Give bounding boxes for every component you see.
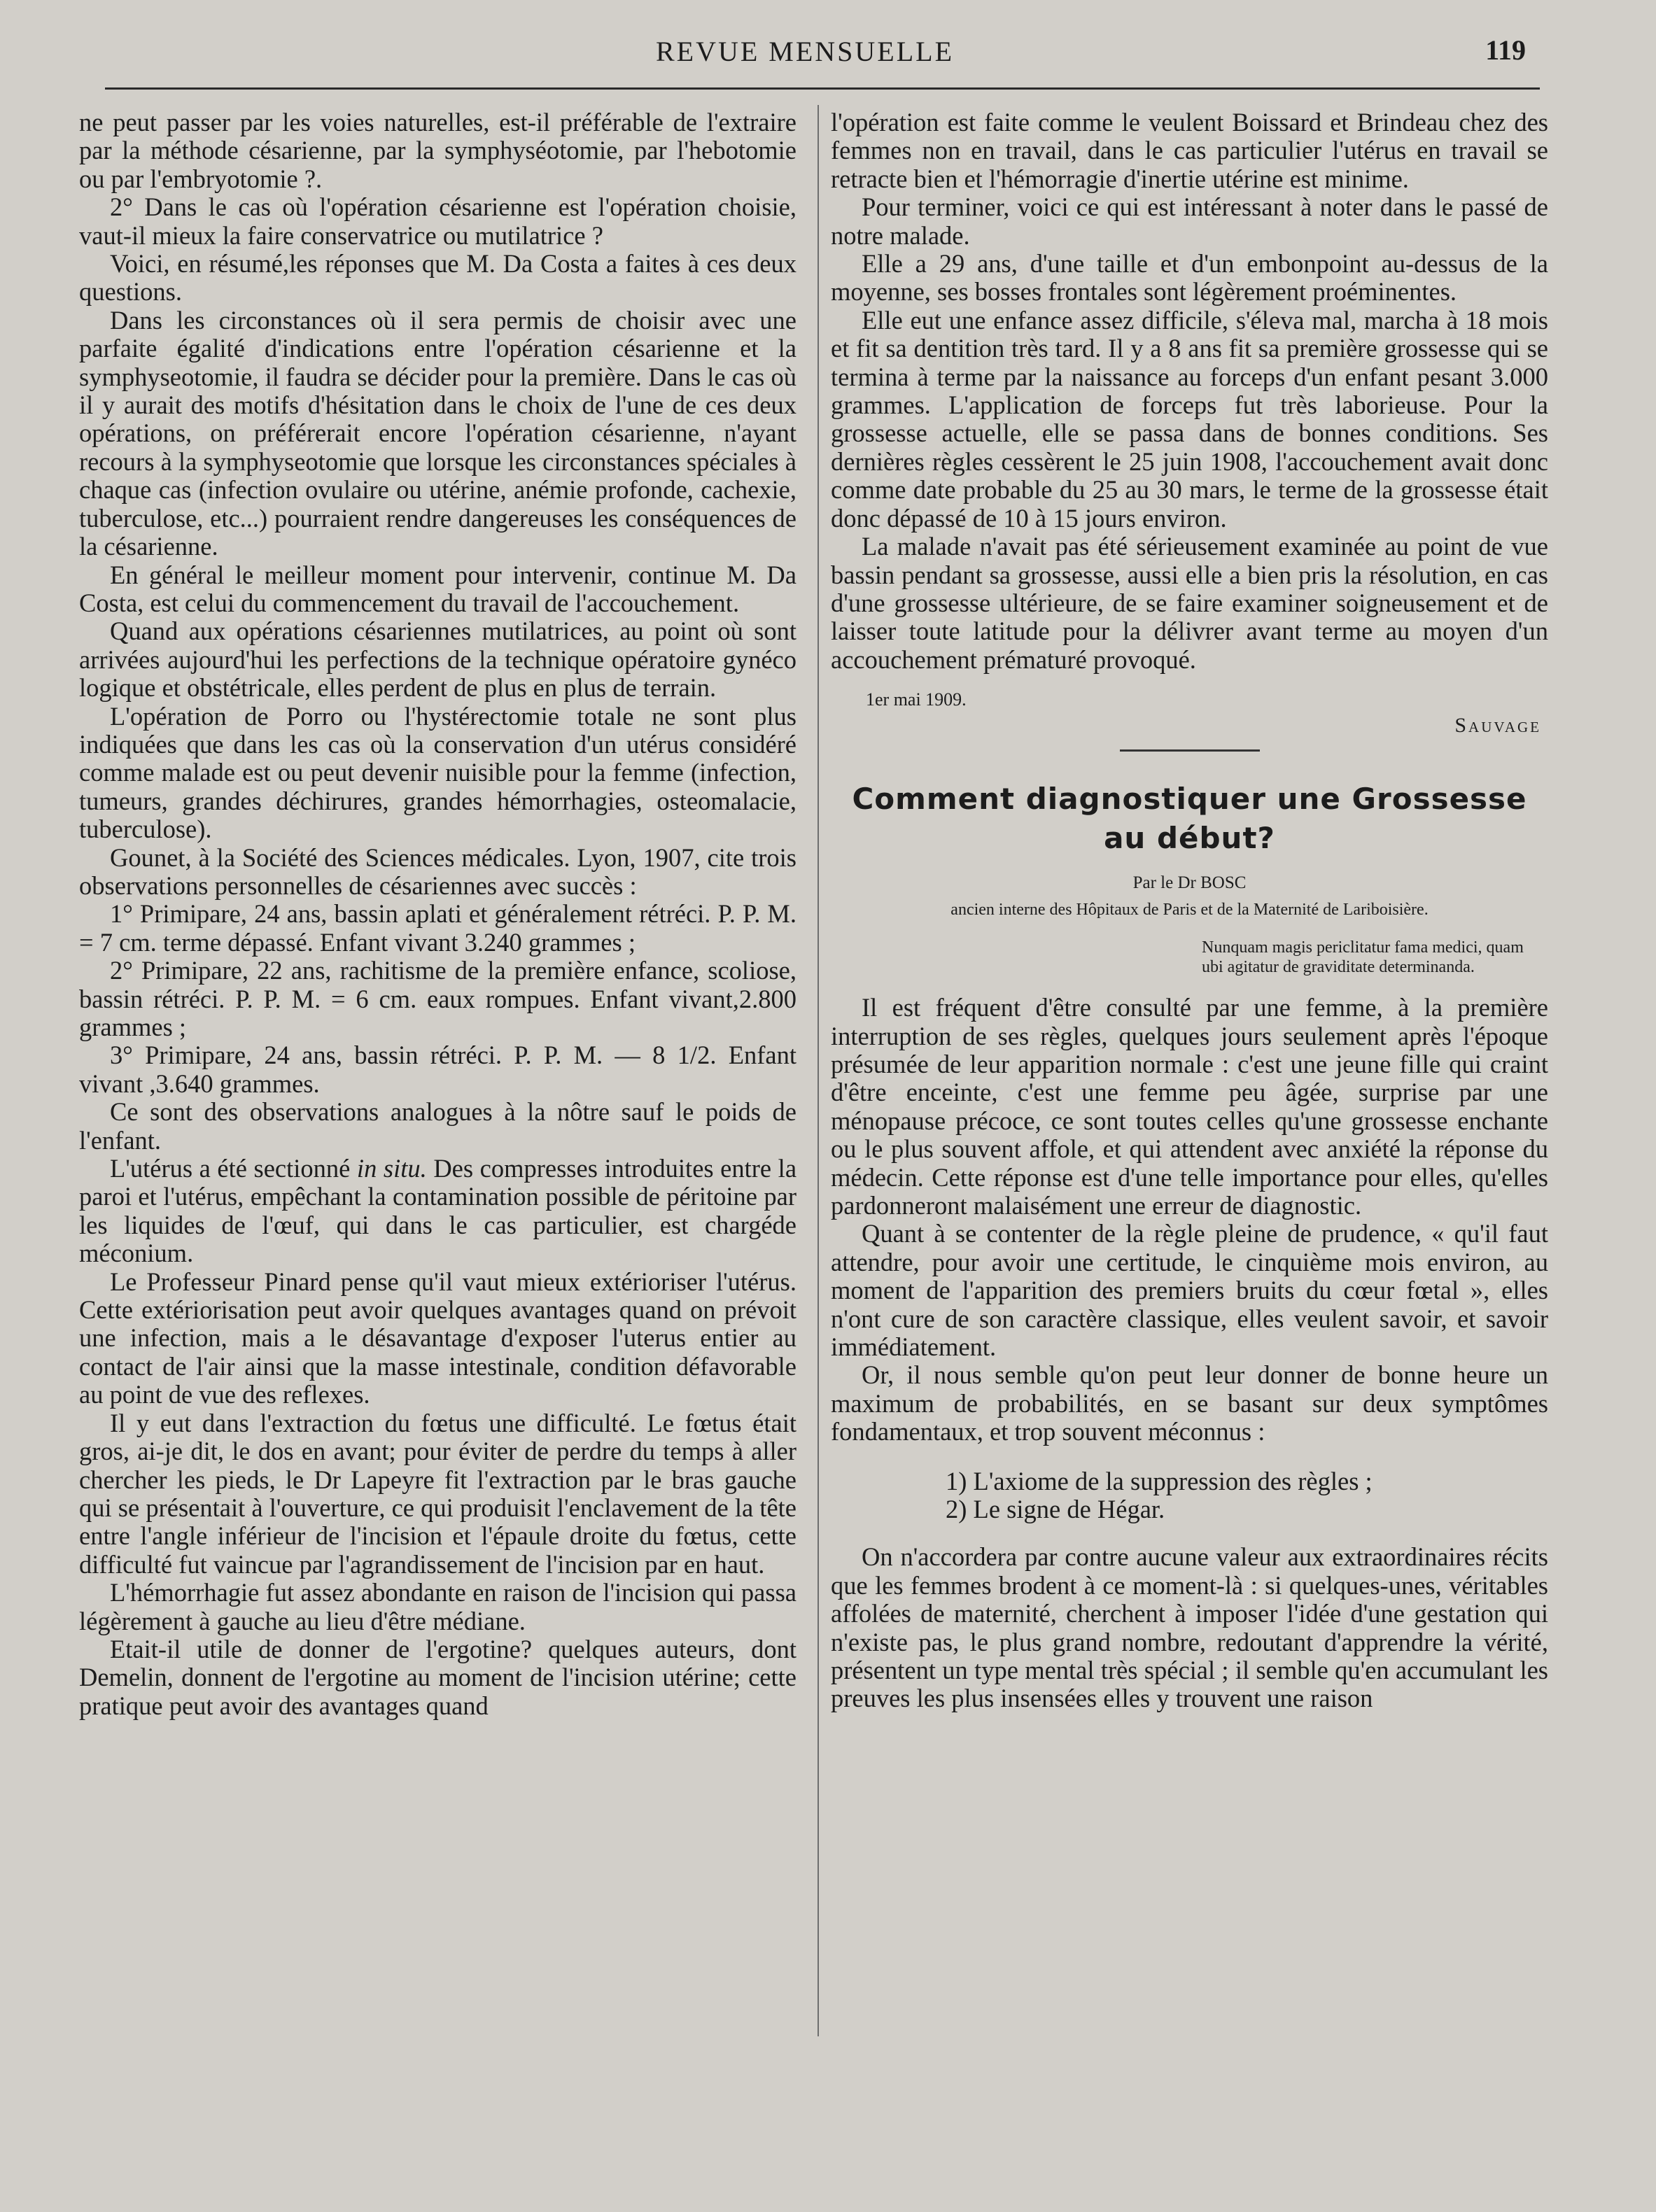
paragraph: l'opération est faite comme le veulent Boissard et Brindeau chez des femmes non en travail, dans le cas particulier l'utérus en travail se retracte bien et l'hémorragie d'inertie utérine est minime. [831, 108, 1548, 193]
paragraph-uterus [79, 1155, 797, 1268]
header-rule [105, 87, 1540, 90]
paragraph: Elle eut une enfance assez difficile, s'éleva mal, marcha à 18 mois et fit sa dentition très tard. Il y a 8 ans fit sa première grossesse qui se termina à terme par la naissance au forceps d'un enfant pesant 3.000 grammes. L'application de forceps fut très laborieuse. Pour la grossesse actuelle, elle se passa dans de bonnes conditions. Ses dernières règles cessèrent le 25 juin 1908, l'accouchement avait donc comme date probable du 25 au 30 mars, le terme de la grossesse était donc dépassé de 10 à 15 jours environ. [831, 305, 1548, 533]
left-column [79, 108, 797, 1720]
article-title-line1: Comment diagnostiquer une Grossesse [852, 782, 1527, 817]
author-credentials: ancien interne des Hôpitaux de Paris et de la Maternité de Lariboisière. [950, 901, 1429, 920]
date-line: 1er mai 1909. [866, 689, 967, 710]
page-header [84, 28, 1526, 77]
paragraph: ne peut passer par les voies naturelles, est-il préférable de l'extraire par la méthode césarienne, par la symphyséotomie, par l'hebotomie ou par l'embryotomie ?. [79, 108, 797, 193]
paragraph: Voici, en résumé,les réponses que M. Da Costa a faites à ces deux questions. [79, 249, 797, 307]
sentence-start: L'utérus a été sectionné [110, 1154, 357, 1183]
paragraph: Gounet, à la Société des Sciences médicales. Lyon, 1907, cite trois observations personnelles de césariennes avec succès : [79, 843, 797, 900]
list-item: 1) L'axiome de la suppression des règles ; [946, 1466, 1373, 1495]
paragraph: Quand aux opérations césariennes mutilatrices, au point où sont arrivées aujourd'hui les perfections de la technique opératoire gynéco logique et obstétricale, elles perdent de plus en plus de terrain. [79, 617, 797, 703]
paragraph: Ce sont des observations analogues à la nôtre sauf le poids de l'enfant. [79, 1097, 797, 1155]
latin-epigraph: Nunquam magis periclitatur fama medici, quam ubi agitatur de graviditate determinanda. [1202, 938, 1524, 977]
paragraph: Quant à se contenter de la règle pleine de prudence, « qu'il faut attendre, pour avoir une certitude, le cinquième mois environ, au moment de l'apparition des premiers bruits du cœur fœtal », elles n'ont cure de son caractère classique, elles veulent savoir, et savoir immédiatement. [831, 1219, 1548, 1361]
paragraph: L'opération de Porro ou l'hystérectomie totale ne sont plus indiquées que dans les cas où la conservation d'un utérus considéré comme malade est ou peut devenir nuisible pour la femme (infection, tumeurs, grandes déchirures, grandes hémorrhagies, osteomalacie, tuberculose). [79, 701, 797, 844]
italic-phrase: in situ. [356, 1154, 427, 1183]
paragraph: On n'accordera par contre aucune valeur aux extraordinaires récits que les femmes brodent à ce moment-là : si quelques-unes, véritables affolées de maternité, cherchent à imposer l'idée d'une gestation qui n'existe pas, le plus grand nombre, redoutant d'apprendre la vérité, présentent un type mental très spécial ; il semble qu'en accumulant les preuves les plus insensées elles y trouvent une raison [831, 1542, 1548, 1713]
paragraph: En général le meilleur moment pour intervenir, continue M. Da Costa, est celui du commencement du travail de l'accouchement. [79, 560, 797, 617]
paragraph: La malade n'avait pas été sérieusement examinée au point de vue bassin pendant sa grossesse, aussi elle a bien pris la résolution, en cas d'une grossesse ultérieure, de se faire examiner soigneusement et de laisser toute latitude pour la délivrer avant terme au moyen d'un accouchement prématuré provoqué. [831, 532, 1548, 674]
paragraph: Etait-il utile de donner de l'ergotine? quelques auteurs, dont Demelin, donnent de l'ergotine au moment de l'incision utérine; cette pratique peut avoir des avantages quand [79, 1634, 797, 1720]
paragraph: Elle a 29 ans, d'une taille et d'un embonpoint au-dessus de la moyenne, ses bosses frontales sont légèrement proéminentes. [831, 249, 1548, 307]
section-separator [1120, 749, 1260, 752]
symptom-list [831, 1467, 1548, 1524]
page-number: 119 [1485, 34, 1526, 66]
observation-item: 3° Primipare, 24 ans, bassin rétréci. P. P. M. — 8 1/2. Enfant vivant ,3.640 grammes. [79, 1041, 797, 1098]
running-title: REVUE MENSUELLE [655, 36, 955, 67]
paragraph: Pour terminer, voici ce qui est intéressant à noter dans le passé de notre malade. [831, 192, 1548, 250]
paragraph: 2° Dans le cas où l'opération césarienne est l'opération choisie, vaut-il mieux la faire conservatrice ou mutilatrice ? [79, 192, 797, 250]
article-title [831, 780, 1548, 858]
paragraph: L'hémorrhagie fut assez abondante en raison de l'incision qui passa légèrement à gauche au lieu d'être médiane. [79, 1578, 797, 1635]
observation-item: 2° Primipare, 22 ans, rachitisme de la première enfance, scoliose, bassin rétréci. P. P. M. = 6 cm. eaux rompues. Enfant vivant,2.800 grammes ; [79, 956, 797, 1041]
list-item: 2) Le signe de Hégar. [946, 1495, 1165, 1524]
paragraph: Il est fréquent d'être consulté par une femme, à la première interruption de ses règles, quelques jours seulement après l'époque présumée de leur apparition normale : c'est une jeune fille qui craint d'être enceinte, c'est une femme peu âgée, surprise par une ménopause précoce, ce sont toutes celles qu'une grossesse enchante ou le plus souvent affole, et qui attendent avec anxiété la réponse du médecin. Cette réponse est d'une telle importance pour elles, qu'elles pardonneront malaisément une erreur de diagnostic. [831, 993, 1548, 1220]
article-byline: Par le Dr BOSC [1132, 873, 1247, 893]
column-divider [818, 105, 819, 2036]
paragraph: Il y eut dans l'extraction du fœtus une difficulté. Le fœtus était gros, ai-je dit, le dos en avant; pour éviter de perdre du temps à aller chercher les pieds, le Dr Lapeyre fit l'extraction par le bras gauche qui se présentait à l'ouverture, ce qui produisit l'enclavement de la tête entre l'angle inférieur de l'incision et l'épaule droite du fœtus, cette difficulté fut vaincue par l'agrandissement de l'incision par en haut. [79, 1408, 797, 1579]
sentence-rest: Des compresses introduites entre la paroi et l'utérus, empêchant la contamination possible de péritoine par les liquides de l'œuf, qui dans le cas particulier, est chargéde méconium. [79, 1154, 797, 1268]
observation-item: 1° Primipare, 24 ans, bassin aplati et généralement rétréci. P. P. M. = 7 cm. terme dépassé. Enfant vivant 3.240 grammes ; [79, 899, 797, 957]
paragraph: Or, il nous semble qu'on peut leur donner de bonne heure un maximum de probabilités, en se basant sur deux symptômes fondamentaux, et trop souvent méconnus : [831, 1360, 1548, 1446]
article-title-line2: au début? [1104, 821, 1275, 856]
paragraph: Dans les circonstances où il sera permis de choisir avec une parfaite égalité d'indications entre l'opération césarienne et la symphyseotomie, il faudra se décider pour la première. Dans le cas où il y aurait des motifs d'hésitation dans le choix de l'une de ces deux opérations, on préférerait encore l'opération césarienne, n'ayant recours à la symphyseotomie que lorsque les circonstances spéciales à chaque cas (infection ovulaire ou utérine, anémie profonde, cachexie, tuberculose, etc...) pourraient rendre dangereuses les conséquences de la césarienne. [79, 305, 797, 561]
paragraph: Le Professeur Pinard pense qu'il vaut mieux extérioriser l'utérus. Cette extériorisation peut avoir quelques avantages quand on prévoit une infection, mais a le désavantage d'exposer l'uterus entier au contact de l'air ainsi que la masse intestinale, condition défavorable au point de vue des reflexes. [79, 1267, 797, 1409]
right-column [831, 108, 1548, 1713]
author-signature: Sauvage [1454, 714, 1541, 738]
